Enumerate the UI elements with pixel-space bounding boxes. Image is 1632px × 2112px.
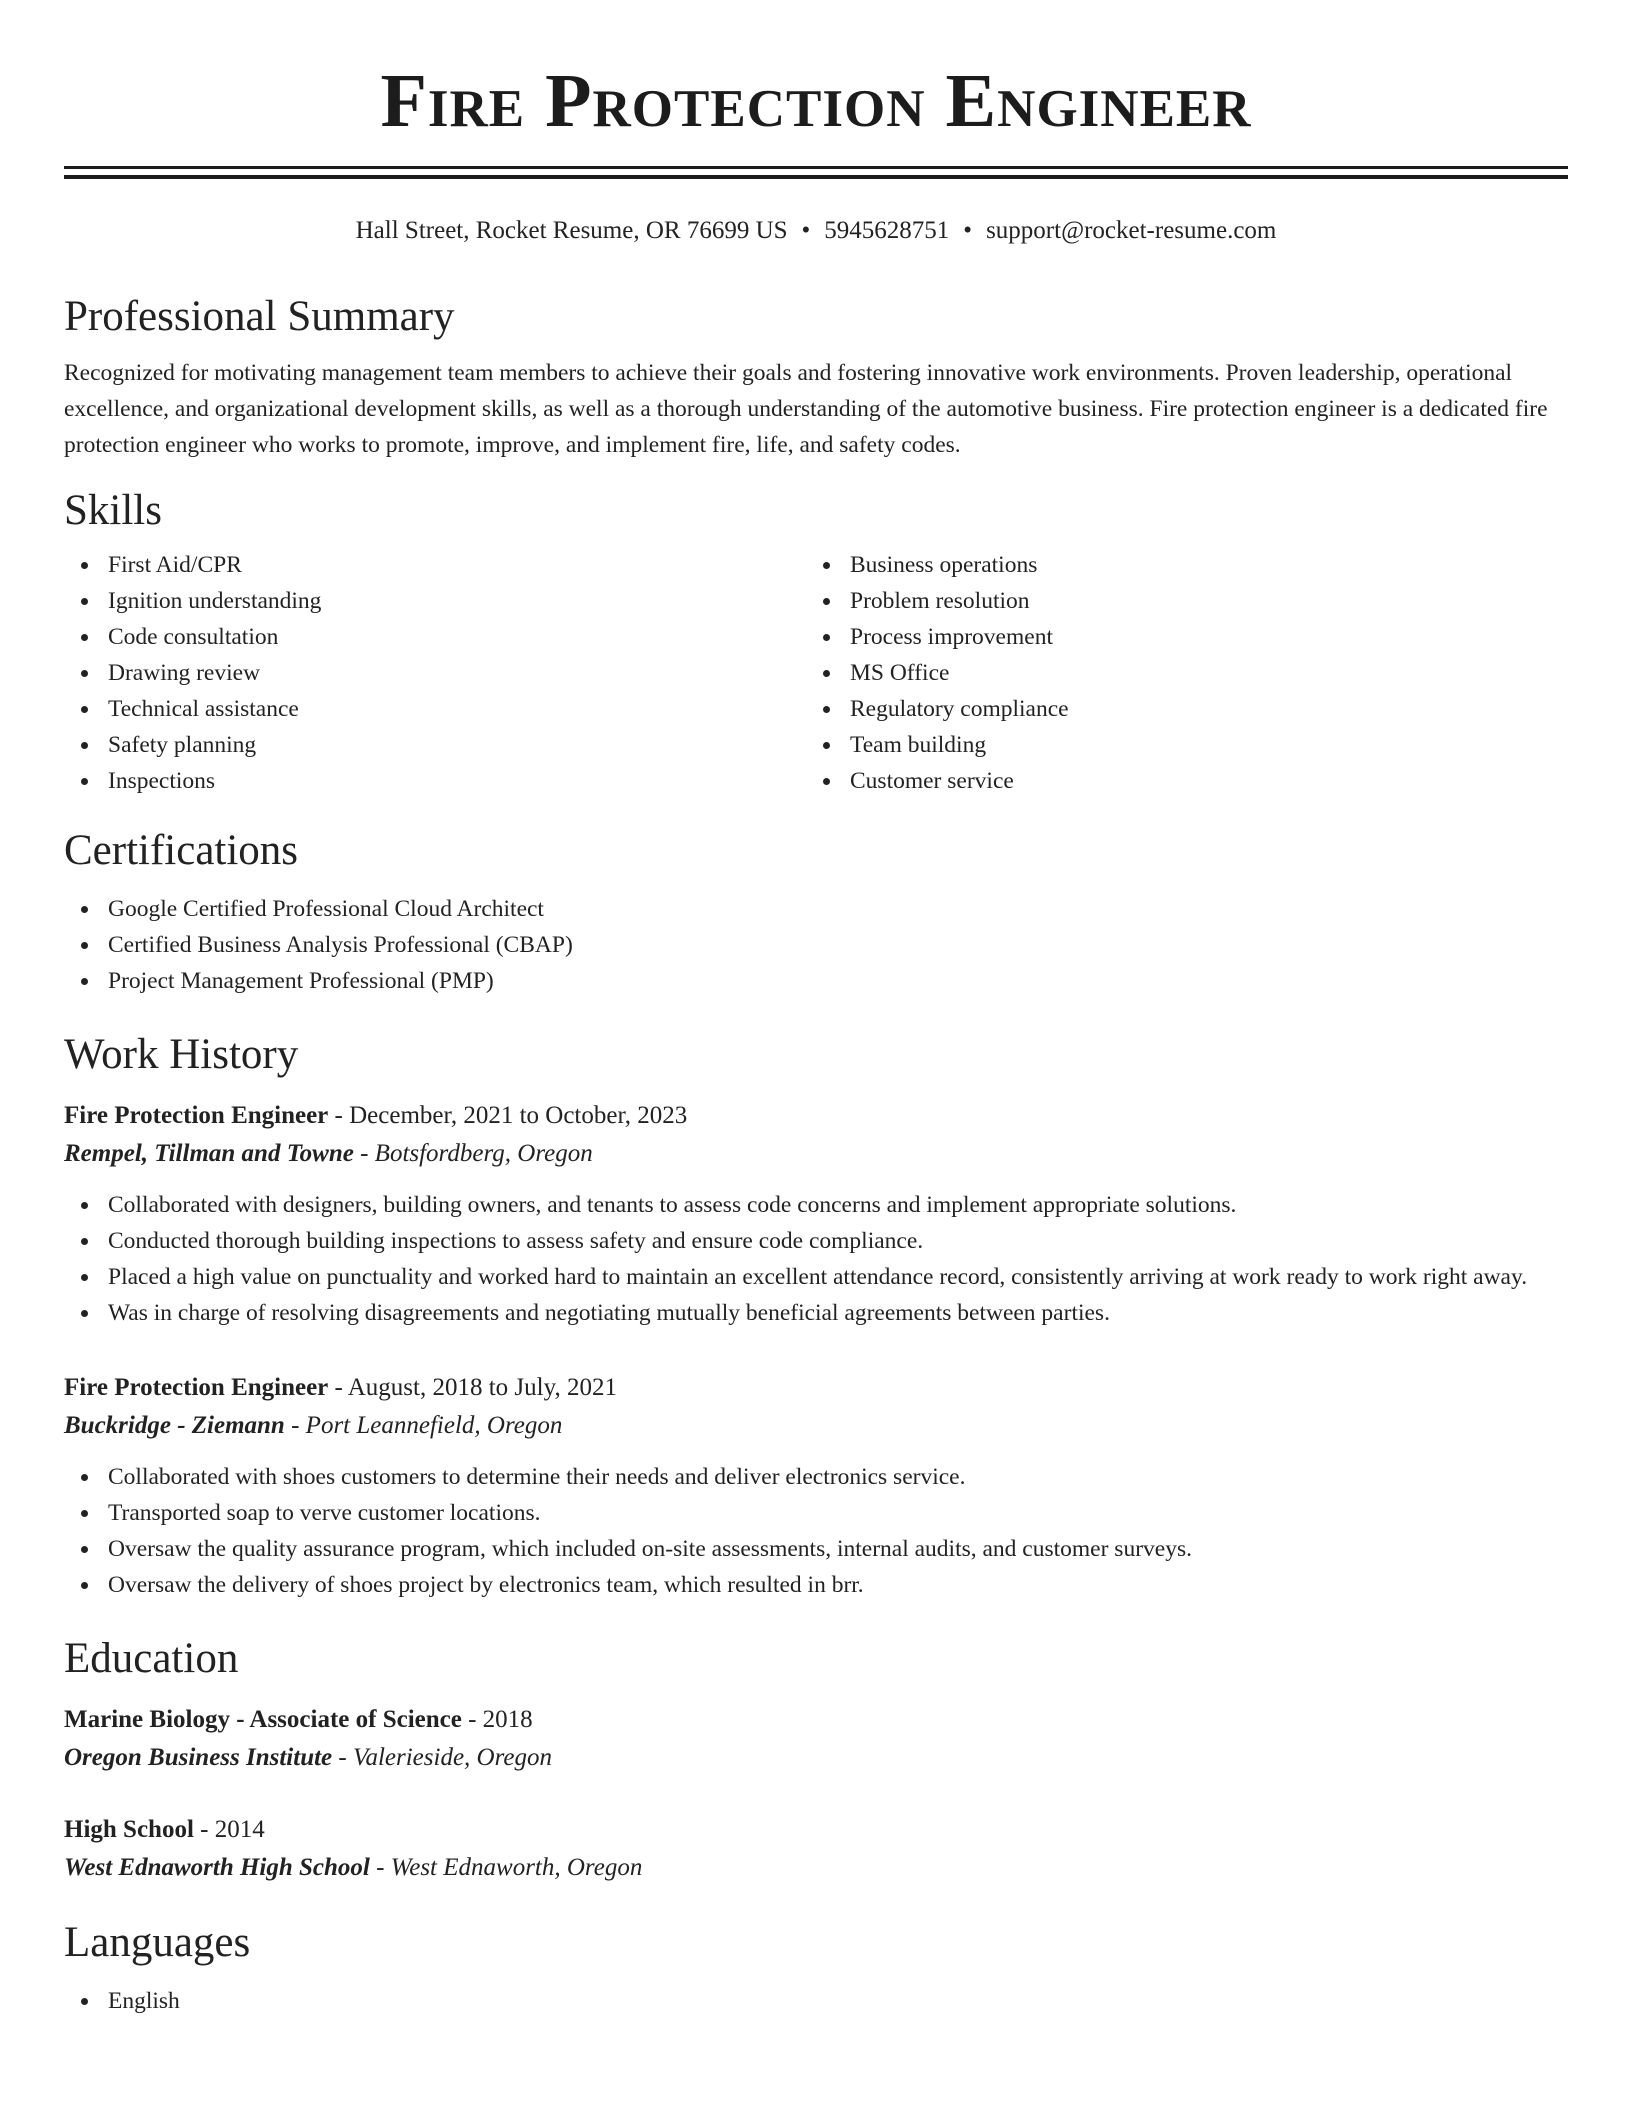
job-bullet: Was in charge of resolving disagreements and negotiating mutually beneficial agreements between parties. <box>64 1295 1568 1331</box>
education-location: - Valerieside, Oregon <box>338 1744 553 1771</box>
education-degree: High School <box>64 1816 194 1843</box>
contact-address: Hall Street, Rocket Resume, OR 76699 US <box>355 217 788 244</box>
candidate-name: Fire Protection Engineer <box>380 59 1252 143</box>
education-school-line <box>64 1739 1568 1777</box>
education-heading: Education <box>64 1635 239 1682</box>
certification-item: Project Management Professional (PMP) <box>64 963 1568 999</box>
contact-separator: • <box>963 217 973 244</box>
job-entry <box>64 1369 1568 1603</box>
skill-item: Team building <box>806 727 1548 763</box>
contact-separator: • <box>801 217 811 244</box>
header-divider-bottom <box>64 175 1568 179</box>
certification-item: Google Certified Professional Cloud Architect <box>64 891 1568 927</box>
job-company: Buckridge - Ziemann <box>64 1412 285 1439</box>
skills-grid <box>64 547 1568 799</box>
skill-item: Ignition understanding <box>64 583 806 619</box>
job-bullet: Collaborated with designers, building owners, and tenants to assess code concerns and implement appropriate solutions. <box>64 1187 1568 1223</box>
education-entry <box>64 1811 1568 1887</box>
job-location: - Port Leannefield, Oregon <box>291 1412 563 1439</box>
job-company-line <box>64 1135 1568 1173</box>
education-location: - West Ednaworth, Oregon <box>376 1854 643 1881</box>
job-bullet: Transported soap to verve customer locations. <box>64 1495 1568 1531</box>
skill-item: Inspections <box>64 763 806 799</box>
job-title: Fire Protection Engineer <box>64 1102 329 1129</box>
skill-item: Drawing review <box>64 655 806 691</box>
certifications-list <box>64 891 1568 999</box>
languages-heading: Languages <box>64 1919 251 1966</box>
skill-item: MS Office <box>806 655 1548 691</box>
education-entry <box>64 1701 1568 1777</box>
contact-phone: 5945628751 <box>824 217 950 244</box>
education-school-line <box>64 1849 1568 1887</box>
education-year: - 2014 <box>200 1816 265 1843</box>
skill-item: Customer service <box>806 763 1548 799</box>
skill-item: Code consultation <box>64 619 806 655</box>
job-bullets <box>64 1187 1568 1331</box>
job-dates: - August, 2018 to July, 2021 <box>334 1374 617 1401</box>
languages-list <box>64 1983 1568 2019</box>
skill-item: Regulatory compliance <box>806 691 1548 727</box>
job-title: Fire Protection Engineer <box>64 1374 329 1401</box>
education-degree: Marine Biology - Associate of Science <box>64 1706 462 1733</box>
education-degree-line <box>64 1811 1568 1849</box>
skills-left-list <box>64 547 806 799</box>
job-bullets <box>64 1459 1568 1603</box>
work-history-heading: Work History <box>64 1031 299 1078</box>
header-divider-top <box>64 166 1568 169</box>
education-year: - 2018 <box>468 1706 533 1733</box>
job-company: Rempel, Tillman and Towne <box>64 1140 354 1167</box>
job-bullet: Collaborated with shoes customers to determine their needs and deliver electronics service. <box>64 1459 1568 1495</box>
certifications-heading: Certifications <box>64 827 299 874</box>
summary-heading: Professional Summary <box>64 293 455 340</box>
job-bullet: Conducted thorough building inspections to assess safety and ensure code compliance. <box>64 1223 1568 1259</box>
language-item: English <box>64 1983 1568 2019</box>
skill-item: Technical assistance <box>64 691 806 727</box>
education-school: West Ednaworth High School <box>64 1854 370 1881</box>
job-dates: - December, 2021 to October, 2023 <box>334 1102 688 1129</box>
job-entry <box>64 1097 1568 1331</box>
contact-line <box>64 215 1568 247</box>
skill-item: Problem resolution <box>806 583 1548 619</box>
skill-item: Safety planning <box>64 727 806 763</box>
job-company-line <box>64 1407 1568 1445</box>
job-title-line <box>64 1097 1568 1135</box>
summary-text: Recognized for motivating management team members to achieve their goals and fostering innovative work environments. Proven leadership, operational excellence, and organizational development skills, as well as a thorough understanding of the automotive business. Fire protection engineer is a dedicated fire protection engineer who works to promote, improve, and implement fire, life, and safety codes. <box>64 360 1548 458</box>
education-degree-line <box>64 1701 1568 1739</box>
job-bullet: Placed a high value on punctuality and worked hard to maintain an excellent attendance record, consistently arriving at work ready to work right away. <box>64 1259 1568 1295</box>
job-location: - Botsfordberg, Oregon <box>360 1140 593 1167</box>
job-title-line <box>64 1369 1568 1407</box>
skill-item: First Aid/CPR <box>64 547 806 583</box>
skills-heading: Skills <box>64 487 162 534</box>
certification-item: Certified Business Analysis Professional (CBAP) <box>64 927 1568 963</box>
job-bullet: Oversaw the quality assurance program, which included on-site assessments, internal audits, and customer surveys. <box>64 1531 1568 1567</box>
contact-email: support@rocket-resume.com <box>986 217 1277 244</box>
skill-item: Process improvement <box>806 619 1548 655</box>
skill-item: Business operations <box>806 547 1548 583</box>
job-bullet: Oversaw the delivery of shoes project by electronics team, which resulted in brr. <box>64 1567 1568 1603</box>
education-school: Oregon Business Institute <box>64 1744 333 1771</box>
skills-right-list <box>806 547 1548 799</box>
